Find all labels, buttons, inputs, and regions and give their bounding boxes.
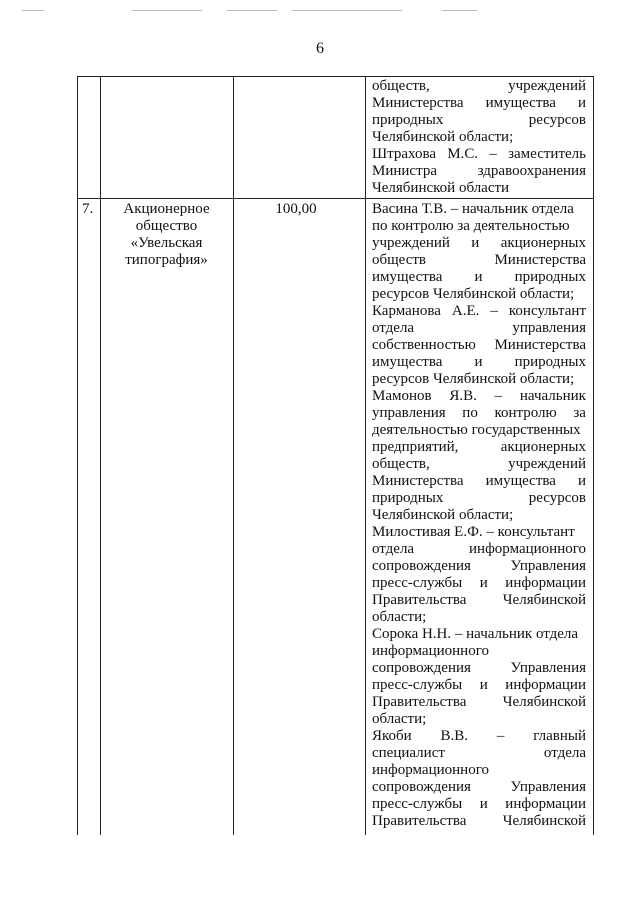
word: специалист <box>372 745 445 761</box>
word: имущества <box>372 269 443 285</box>
text-line <box>372 112 586 129</box>
word: Правительства <box>372 694 467 710</box>
word: и <box>577 473 586 489</box>
word: пресс-службы <box>372 796 463 812</box>
word: информационного <box>372 762 489 778</box>
word: сопровождения <box>372 660 471 676</box>
text-line <box>372 320 586 337</box>
word: Управления <box>510 558 586 574</box>
word: информации <box>505 796 586 812</box>
word: природных <box>372 490 444 506</box>
text-line <box>372 218 586 235</box>
organization-name: Акционерное общество «Увельская типография» <box>123 201 210 268</box>
word: Управления <box>510 660 586 676</box>
word: природных <box>514 269 586 285</box>
text-line <box>372 337 586 354</box>
word: управления <box>512 320 586 336</box>
word: пресс-службы <box>372 677 463 693</box>
text-line <box>372 129 586 146</box>
word: Правительства <box>372 592 467 608</box>
text-line <box>372 163 586 180</box>
word: М.С. <box>447 146 479 162</box>
text-line <box>372 439 586 456</box>
word: природных <box>372 112 444 128</box>
word: и <box>479 575 488 591</box>
text-line <box>372 643 586 660</box>
page-number: 6 <box>316 40 324 57</box>
table-border-left <box>77 76 78 835</box>
word: Челябинской <box>502 813 586 829</box>
text-line <box>372 728 586 745</box>
assignment-table <box>77 76 594 835</box>
word: Васина Т.В. – начальник отдела <box>372 201 574 217</box>
text-line <box>372 524 586 541</box>
word: Челябинской <box>502 694 586 710</box>
text-line <box>372 405 586 422</box>
responsible-persons-prev <box>372 78 586 197</box>
text-line <box>372 626 586 643</box>
text-line <box>372 252 586 269</box>
table-border-right <box>593 76 594 835</box>
word: информационного <box>372 643 489 659</box>
word: А.Е. <box>451 303 480 319</box>
word: ресурсов <box>528 490 586 506</box>
word: сопровождения <box>372 558 471 574</box>
word: имущества <box>485 95 556 111</box>
text-line <box>372 286 586 303</box>
word: информации <box>505 575 586 591</box>
text-line <box>372 796 586 813</box>
word: отдела <box>372 320 415 336</box>
word: деятельностью государственных <box>372 422 581 438</box>
text-line <box>372 490 586 507</box>
word: Челябинской <box>502 592 586 608</box>
text-line <box>372 456 586 473</box>
word: Министерства <box>372 95 464 111</box>
word: Министерства <box>494 337 586 353</box>
text-line <box>372 473 586 490</box>
text-line <box>372 592 586 609</box>
column-divider <box>100 76 101 835</box>
text-line <box>372 660 586 677</box>
text-line <box>372 354 586 371</box>
word: и <box>577 95 586 111</box>
text-line <box>372 303 586 320</box>
word: Карманова <box>372 303 441 319</box>
word: Челябинской области; <box>372 507 514 523</box>
word: акционерных <box>500 439 586 455</box>
word: Мамонов <box>372 388 432 404</box>
scan-header-artifact <box>22 9 477 13</box>
text-line <box>372 201 586 218</box>
text-line <box>372 95 586 112</box>
responsible-persons-row-7 <box>372 201 586 830</box>
word: Управления <box>510 779 586 795</box>
text-line <box>372 558 586 575</box>
text-line <box>372 711 586 728</box>
word: управления <box>372 405 446 421</box>
text-line <box>372 146 586 163</box>
word: и <box>479 677 488 693</box>
text-line <box>372 269 586 286</box>
row-number: 7. <box>82 201 94 217</box>
word: отдела <box>372 541 415 557</box>
text-line <box>372 745 586 762</box>
word: Министерства <box>494 252 586 268</box>
word: учреждений <box>372 235 450 251</box>
word: отдела <box>543 745 586 761</box>
text-line <box>372 78 586 95</box>
text-line <box>372 422 586 439</box>
word: Якоби <box>372 728 412 744</box>
word: обществ <box>372 252 427 268</box>
column-divider <box>233 76 234 835</box>
word: Челябинской области; <box>372 129 514 145</box>
text-line <box>372 779 586 796</box>
word: начальник <box>519 388 586 404</box>
amount-value: 100,00 <box>275 201 317 217</box>
row-divider <box>77 198 594 199</box>
word: обществ, <box>372 78 430 94</box>
text-line <box>372 388 586 405</box>
text-line <box>372 609 586 626</box>
word: акционерных <box>500 235 586 251</box>
word: Министерства <box>372 473 464 489</box>
word: здравоохранения <box>477 163 586 179</box>
word: – <box>490 303 498 319</box>
word: природных <box>514 354 586 370</box>
word: ресурсов <box>528 112 586 128</box>
word: ресурсов Челябинской области; <box>372 371 575 387</box>
word: и <box>479 796 488 812</box>
word: по контролю за деятельностью <box>372 218 570 234</box>
word: Штрахова <box>372 146 436 162</box>
word: информационного <box>469 541 586 557</box>
word: заместитель <box>508 146 586 162</box>
word: области; <box>372 609 427 625</box>
word: по <box>462 405 478 421</box>
word: Министра <box>372 163 437 179</box>
word: ресурсов Челябинской области; <box>372 286 575 302</box>
word: консультант <box>508 303 586 319</box>
text-line <box>372 677 586 694</box>
word: учреждений <box>508 456 586 472</box>
text-line <box>372 371 586 388</box>
word: за <box>573 405 586 421</box>
word: пресс-службы <box>372 575 463 591</box>
word: – <box>489 146 497 162</box>
text-line <box>372 541 586 558</box>
word: – <box>496 728 505 744</box>
table-border-top <box>77 76 594 77</box>
word: обществ, <box>372 456 430 472</box>
word: имущества <box>485 473 556 489</box>
column-divider <box>365 76 366 835</box>
word: информации <box>505 677 586 693</box>
word: области; <box>372 711 427 727</box>
text-line <box>372 235 586 252</box>
word: Милостивая Е.Ф. – консультант <box>372 524 575 540</box>
word: и <box>474 354 483 370</box>
word: сопровождения <box>372 779 471 795</box>
text-line <box>372 694 586 711</box>
word: имущества <box>372 354 443 370</box>
word: контролю <box>494 405 557 421</box>
word: Я.В. <box>449 388 477 404</box>
word: учреждений <box>508 78 586 94</box>
word: Сорока Н.Н. – начальник отдела <box>372 626 579 642</box>
word: и <box>474 269 483 285</box>
word: – <box>494 388 503 404</box>
word: В.В. <box>440 728 469 744</box>
word: и <box>471 235 480 251</box>
text-line <box>372 575 586 592</box>
word: Правительства <box>372 813 467 829</box>
word: главный <box>533 728 586 744</box>
text-line <box>372 813 586 830</box>
word: собственностью <box>372 337 476 353</box>
text-line <box>372 762 586 779</box>
word: Челябинской области <box>372 180 510 196</box>
word: предприятий, <box>372 439 459 455</box>
text-line <box>372 507 586 524</box>
text-line <box>372 180 586 197</box>
